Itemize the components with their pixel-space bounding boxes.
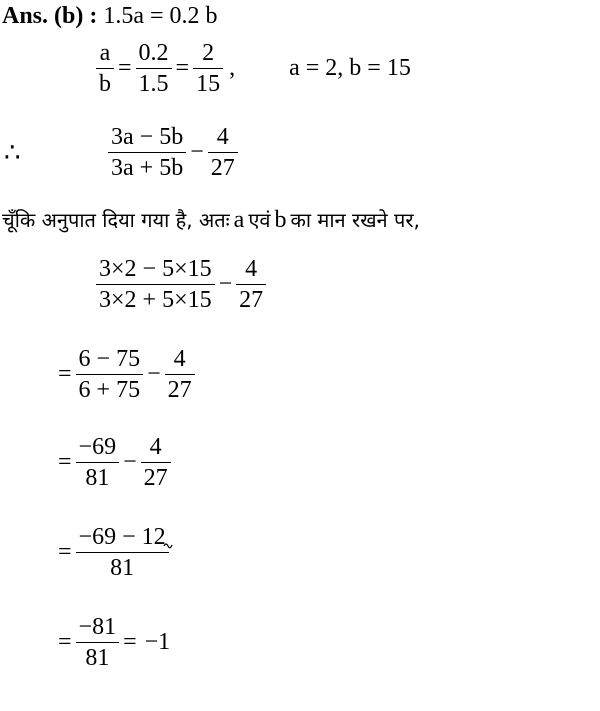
step-line-6 bbox=[54, 522, 179, 583]
fraction-neg81-81 bbox=[76, 612, 120, 673]
minus-sign: − bbox=[123, 449, 137, 475]
fraction-numerator: 4 bbox=[141, 432, 171, 463]
fraction-4-27 bbox=[141, 432, 171, 493]
fraction-denominator: 1.5 bbox=[138, 71, 169, 97]
expression-line bbox=[108, 122, 238, 183]
fraction-denominator: b bbox=[99, 71, 111, 97]
substitution-line bbox=[96, 254, 266, 315]
step-line-5 bbox=[54, 432, 171, 493]
hindi-text-part2: एवं bbox=[248, 208, 271, 232]
hindi-instruction bbox=[2, 206, 420, 234]
equals-sign: = bbox=[118, 55, 132, 81]
fraction-substituted bbox=[96, 254, 215, 315]
fraction-4-27 bbox=[165, 344, 195, 405]
given-equation: 1.5a = 0.2 b bbox=[103, 3, 218, 29]
fraction-numerator: −69 bbox=[76, 432, 120, 463]
variable-a: a bbox=[233, 207, 245, 233]
final-result: −1 bbox=[144, 629, 171, 655]
values-text: a = 2, b = 15 bbox=[289, 55, 411, 81]
answer-line bbox=[2, 2, 218, 30]
ink-mark-icon bbox=[163, 540, 173, 550]
fraction-numerator: 0.2 bbox=[136, 38, 172, 69]
fraction-denominator: 27 bbox=[143, 465, 168, 491]
fraction-4-27 bbox=[236, 254, 266, 315]
fraction-combined bbox=[76, 522, 169, 583]
fraction-simplified bbox=[193, 38, 223, 99]
step-line-7 bbox=[54, 612, 174, 673]
fraction-denominator: 81 bbox=[85, 465, 110, 491]
equals-sign: = bbox=[123, 629, 137, 655]
equals-sign: = bbox=[58, 361, 72, 387]
fraction-numerator: 4 bbox=[208, 122, 238, 153]
fraction-denominator: 81 bbox=[110, 555, 135, 581]
fraction-4-27 bbox=[208, 122, 238, 183]
fraction-denominator: 27 bbox=[210, 155, 235, 181]
equals-sign: = bbox=[58, 539, 72, 565]
fraction-numerator: 6 − 75 bbox=[76, 344, 144, 375]
fraction-expression bbox=[108, 122, 186, 183]
answer-label: Ans. (b) : bbox=[2, 3, 98, 29]
minus-sign: − bbox=[190, 139, 204, 165]
fraction-computed bbox=[76, 344, 144, 405]
fraction-neg69-81 bbox=[76, 432, 120, 493]
fraction-denominator: 6 + 75 bbox=[78, 377, 141, 403]
fraction-denominator: 3×2 + 5×15 bbox=[99, 287, 212, 313]
fraction-numerator: 3a − 5b bbox=[108, 122, 186, 153]
fraction-denominator: 81 bbox=[85, 645, 110, 671]
fraction-decimal bbox=[136, 38, 172, 99]
fraction-denominator: 27 bbox=[239, 287, 264, 313]
hindi-text-part3: का मान रखने पर, bbox=[290, 208, 420, 232]
fraction-a-over-b bbox=[96, 38, 114, 99]
variable-b: b bbox=[274, 207, 287, 233]
minus-sign: − bbox=[218, 271, 233, 297]
comma: , bbox=[229, 55, 236, 81]
ratio-line bbox=[96, 38, 415, 99]
equals-sign: = bbox=[175, 55, 190, 81]
equals-sign: = bbox=[58, 449, 72, 475]
fraction-numerator: −69 − 12 bbox=[76, 522, 169, 553]
fraction-numerator: 2 bbox=[193, 38, 223, 69]
equals-sign: = bbox=[58, 629, 72, 655]
fraction-denominator: 3a + 5b bbox=[111, 155, 184, 181]
minus-sign: − bbox=[147, 361, 161, 387]
fraction-numerator: 3×2 − 5×15 bbox=[96, 254, 215, 285]
fraction-numerator: 4 bbox=[165, 344, 195, 375]
therefore-symbol: ∴ bbox=[4, 138, 21, 168]
fraction-numerator: 4 bbox=[236, 254, 266, 285]
fraction-numerator: a bbox=[96, 38, 114, 69]
hindi-text-part1: चूँकि अनुपात दिया गया है, अतः bbox=[2, 208, 230, 232]
fraction-numerator: −81 bbox=[76, 612, 120, 643]
fraction-denominator: 27 bbox=[167, 377, 192, 403]
step-line-4 bbox=[54, 344, 195, 405]
fraction-denominator: 15 bbox=[196, 71, 221, 97]
